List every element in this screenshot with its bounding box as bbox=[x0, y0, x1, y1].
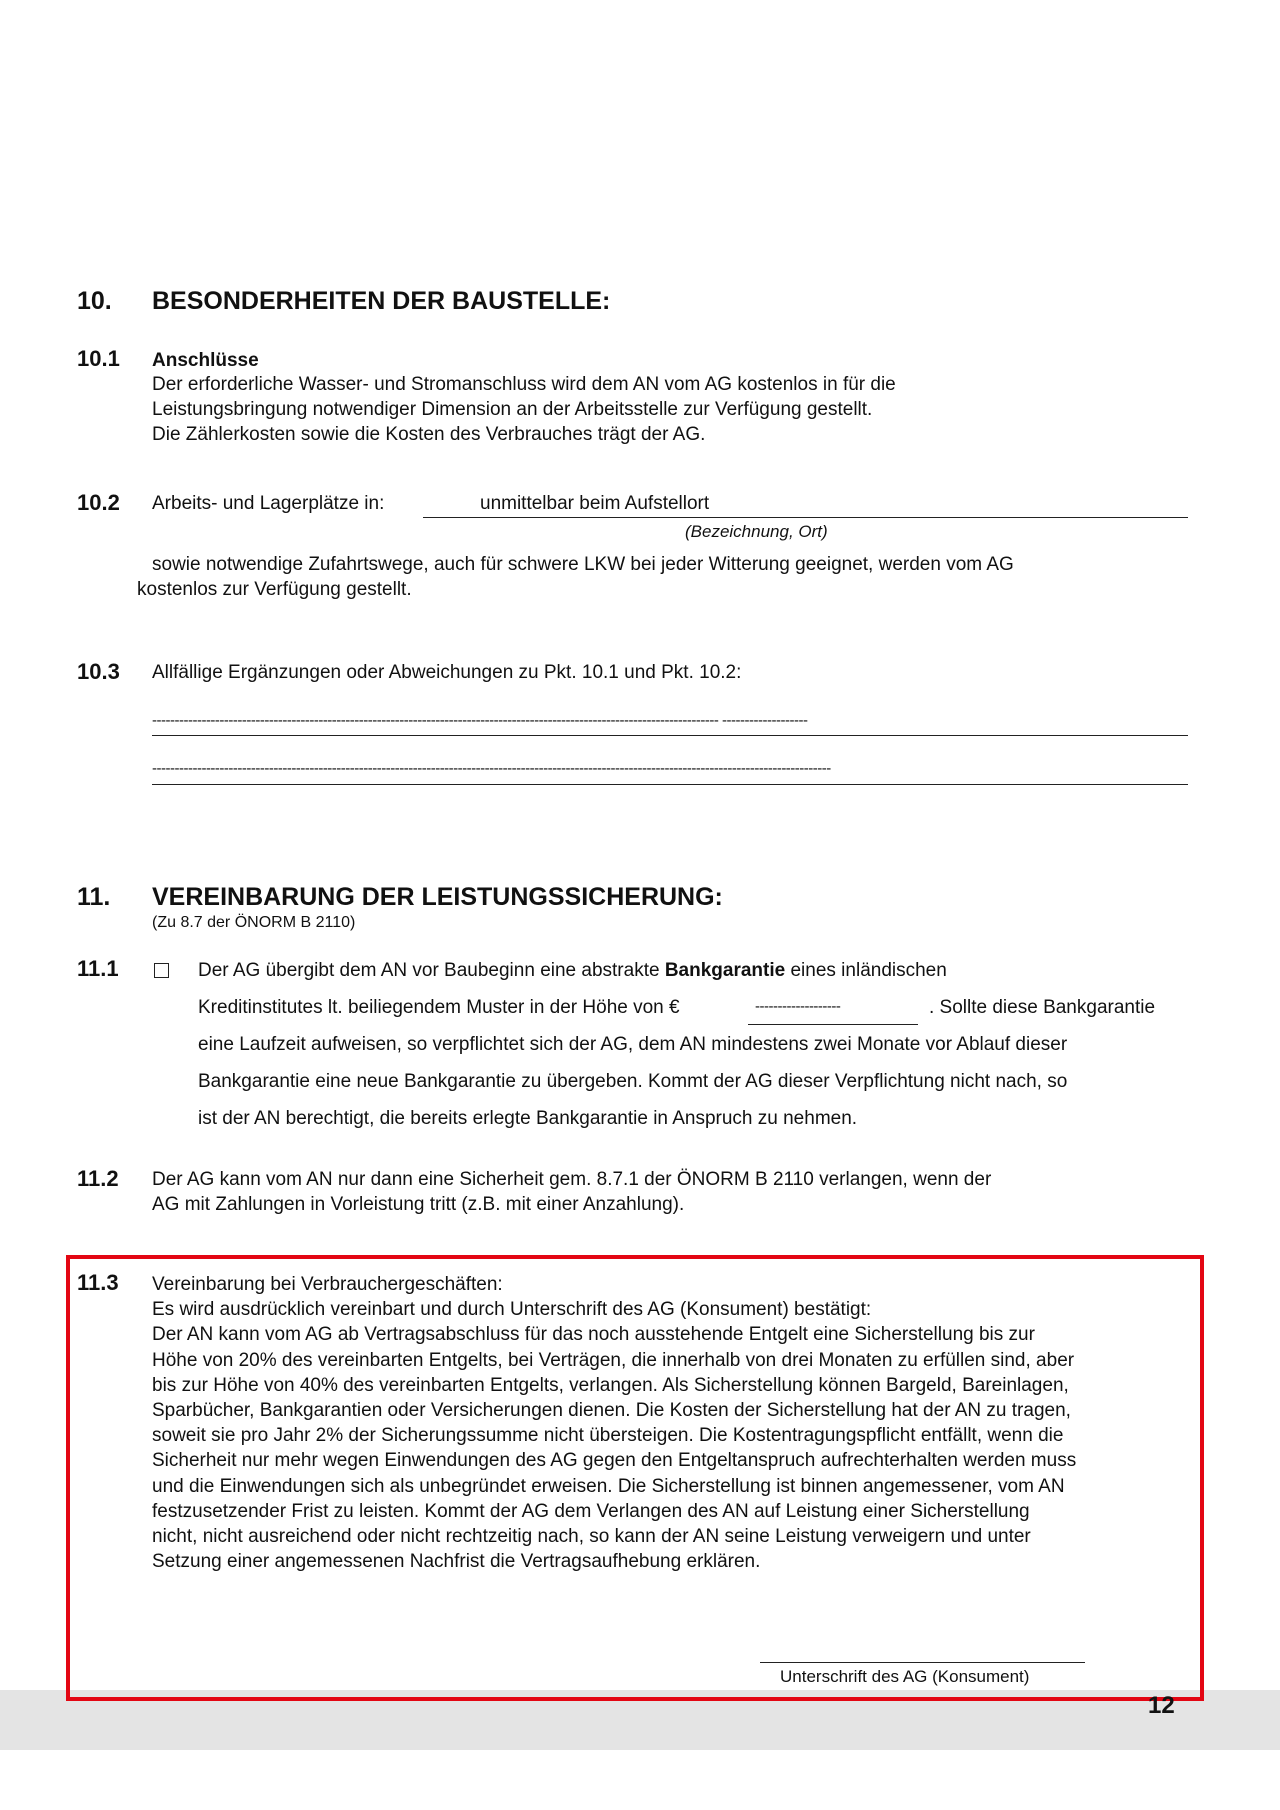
section-11-3-line: nicht, nicht ausreichend oder nicht rechtzeitig nach, so kann der AN seine Leistung verweigern und unter bbox=[152, 1526, 1031, 1548]
section-11-2-line: AG mit Zahlungen in Vorleistung tritt (z.B. mit einer Anzahlung). bbox=[152, 1194, 685, 1215]
section-10-1-heading: Anschlüsse bbox=[152, 350, 259, 371]
section-11-3-line: Es wird ausdrücklich vereinbart und durch Unterschrift des AG (Konsument) bestätigt: bbox=[152, 1299, 872, 1321]
line-text: eines inländischen bbox=[785, 960, 947, 981]
line-text: Der AG übergibt dem AN vor Baubeginn eine abstrakte bbox=[198, 960, 665, 981]
section-11-3-line: Sicherheit nur mehr wegen Einwendungen des AG gegen den Entgeltanspruch aufrechterhalten werden muss bbox=[152, 1450, 1077, 1472]
bank-guarantee-term: Bankgarantie bbox=[664, 960, 786, 981]
section-11-3-line: Höhe von 20% des vereinbarten Entgelts, bei Verträgen, die innerhalb von drei Monaten zu erfüllen sind, aber bbox=[152, 1349, 1075, 1371]
section-11-1-line: ist der AN berechtigt, die bereits erlegte Bankgarantie in Anspruch zu nehmen. bbox=[198, 1108, 858, 1129]
section-10-1-line: Die Zählerkosten sowie die Kosten des Verbrauches trägt der AG. bbox=[152, 424, 706, 445]
supplement-line bbox=[152, 735, 1188, 736]
section-11-2-line: Der AG kann vom AN nur dann eine Sicherheit gem. 8.7.1 der ÖNORM B 2110 verlangen, wenn der bbox=[152, 1169, 992, 1190]
signature-label: Unterschrift des AG (Konsument) bbox=[780, 1667, 1030, 1686]
supplement-dash-line[interactable]: ------------------------------------------------------------------------------------------------------------------------------------------------------- bbox=[152, 760, 831, 777]
workplace-field-line bbox=[423, 517, 1188, 518]
section-11-3-line: soweit sie pro Jahr 2% der Sicherungssumme nicht übersteigen. Die Kostentragungspflicht entfällt, wenn die bbox=[152, 1425, 1064, 1447]
page-number: 12 bbox=[1148, 1692, 1175, 1719]
supplement-line bbox=[152, 784, 1188, 785]
section-11-2-number: 11.2 bbox=[77, 1166, 119, 1191]
workplace-label: Arbeits- und Lagerplätze in: bbox=[152, 493, 385, 514]
section-10-1-line: Leistungsbringung notwendiger Dimension an der Arbeitsstelle zur Verfügung gestellt. bbox=[152, 399, 873, 420]
section-11-3-line: festzusetzender Frist zu leisten. Kommt der AG dem Verlangen des AN auf Leistung einer Sicherstellung bbox=[152, 1500, 1030, 1522]
section-10-title: BESONDERHEITEN DER BAUSTELLE: bbox=[152, 287, 611, 315]
bank-guarantee-checkbox[interactable] bbox=[154, 963, 169, 978]
section-11-1-number: 11.1 bbox=[77, 956, 119, 981]
section-11-1-line: Bankgarantie eine neue Bankgarantie zu übergeben. Kommt der AG dieser Verpflichtung nicht nach, so bbox=[198, 1071, 1068, 1092]
section-11-1-line: . Sollte diese Bankgarantie bbox=[929, 997, 1156, 1018]
signature-line[interactable] bbox=[760, 1662, 1085, 1663]
supplement-dash-line[interactable]: ------------------------------------------------------------------------------------------------------------------------------ ------------------- bbox=[152, 712, 808, 729]
section-10-1-line: Der erforderliche Wasser- und Stromanschluss wird dem AN vom AG kostenlos in für die bbox=[152, 374, 896, 395]
section-11-3-line: Vereinbarung bei Verbrauchergeschäften: bbox=[152, 1274, 503, 1295]
section-11-subtitle: (Zu 8.7 der ÖNORM B 2110) bbox=[152, 914, 356, 931]
section-10-3-text: Allfällige Ergänzungen oder Abweichungen zu Pkt. 10.1 und Pkt. 10.2: bbox=[152, 662, 742, 683]
section-11-3-number: 11.3 bbox=[77, 1270, 119, 1295]
section-11-3-line: und die Einwendungen sich als unbegründet erweisen. Die Sicherstellung ist binnen angemessener, vom AN bbox=[152, 1475, 1065, 1497]
section-11-3-body bbox=[152, 1272, 1076, 1574]
section-11-number: 11. bbox=[77, 883, 111, 911]
section-11-1-line bbox=[198, 958, 947, 983]
workplace-caption: (Bezeichnung, Ort) bbox=[685, 522, 828, 541]
section-11-3-line: Setzung einer angemessenen Nachfrist die Vertragsaufhebung erklären. bbox=[152, 1551, 761, 1573]
section-11-1-line: eine Laufzeit aufweisen, so verpflichtet sich der AG, dem AN mindestens zwei Monate vor Ablauf dieser bbox=[198, 1034, 1068, 1055]
section-11-title: VEREINBARUNG DER LEISTUNGSSICHERUNG: bbox=[152, 883, 723, 911]
section-10-2-line: sowie notwendige Zufahrtswege, auch für schwere LKW bei jeder Witterung geeignet, werden vom AG bbox=[152, 554, 1014, 575]
section-10-2-number: 10.2 bbox=[77, 490, 120, 515]
guarantee-amount-field[interactable]: ------------------- bbox=[755, 998, 841, 1015]
section-10-2-line: kostenlos zur Verfügung gestellt. bbox=[137, 579, 412, 600]
workplace-value[interactable]: unmittelbar beim Aufstellort bbox=[480, 493, 710, 514]
section-11-1-line: Kreditinstitutes lt. beiliegendem Muster in der Höhe von € bbox=[198, 997, 680, 1018]
section-11-3-line: Sparbücher, Bankgarantien oder Versicherungen dienen. Die Kosten der Sicherstellung hat der AN zu tragen, bbox=[152, 1400, 1071, 1422]
section-11-3-line: Der AN kann vom AG ab Vertragsabschluss für das noch ausstehende Entgelt eine Sicherstellung bis zur bbox=[152, 1324, 1035, 1346]
section-10-number: 10. bbox=[77, 287, 112, 315]
section-11-3-line: bis zur Höhe von 40% des vereinbarten Entgelts, verlangen. Als Sicherstellung können Bargeld, Bareinlagen, bbox=[152, 1374, 1069, 1396]
section-10-1-number: 10.1 bbox=[77, 346, 120, 371]
guarantee-amount-line bbox=[748, 1024, 918, 1025]
section-10-3-number: 10.3 bbox=[77, 659, 120, 684]
